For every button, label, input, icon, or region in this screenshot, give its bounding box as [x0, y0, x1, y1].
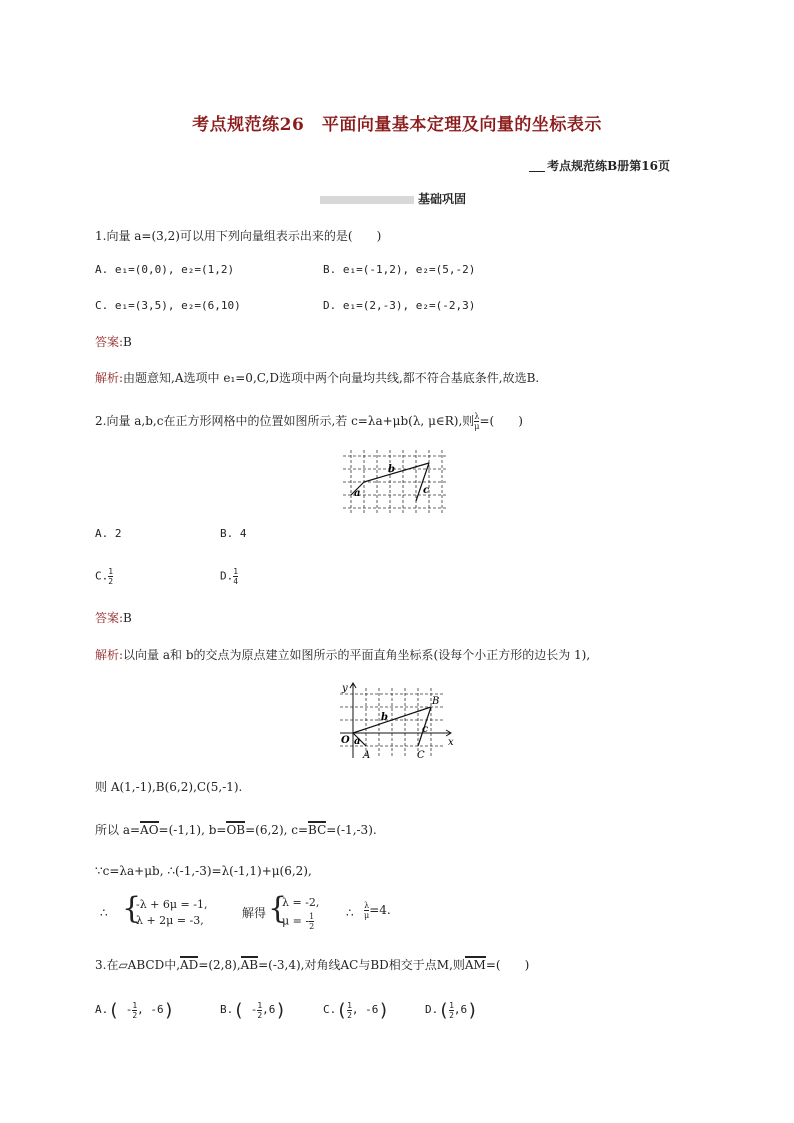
fig1-label-a: a [354, 488, 361, 499]
q1-analysis: 解析:由题意知,A选项中 e₁=0,C,D选项中两个向量均共线,都不符合基底条件,故选B. [95, 371, 540, 385]
q2-vectors-line: 所以 a=AO=(-1,1), b=OB=(6,2), c=BC=(-1,-3). [95, 823, 377, 837]
q1-answer: 答案:B [95, 335, 132, 349]
q2-coordinate-figure [334, 680, 460, 762]
q2-points-line: 则 A(1,-1),B(6,2),C(5,-1). [95, 780, 243, 794]
fig1-label-c: c [423, 485, 430, 496]
q1-option-a: A. e₁=(0,0), e₂=(1,2) [95, 263, 235, 276]
q2-answer: 答案:B [95, 611, 132, 625]
q2-equation-line: ∵c=λa+μb, ∴(-1,-3)=λ(-1,1)+μ(6,2), [95, 864, 312, 878]
q2-option-b: B. 4 [220, 527, 247, 540]
q2-option-a: A. 2 [95, 527, 122, 540]
fig2-label-B: B [432, 696, 440, 707]
page-title: 考点规范练26 平面向量基本定理及向量的坐标表示 [192, 115, 602, 135]
fig1-label-b: b [388, 464, 395, 475]
q3-option-d: D.( $\frac{1}{2}$ ,6) [425, 1000, 479, 1021]
q2-grid-figure [340, 448, 450, 514]
q1-option-c: C. e₁=(3,5), e₂=(6,10) [95, 299, 241, 312]
fig2-label-y: y [342, 683, 348, 694]
section-heading: 基础巩固 [320, 190, 466, 207]
q2-option-d: D. $\frac{1}{4}$ [220, 567, 239, 586]
q3-option-a: A.( - $\frac{1}{2}$ , -6) [95, 1000, 175, 1021]
q1-option-d: D. e₁=(2,-3), e₂=(-2,3) [323, 299, 476, 312]
question-3-stem: 3.在▱ABCD中,AD=(2,8),AB=(-3,4),对角线AC与BD相交于点M,则AM=( ) [95, 958, 530, 972]
fig2-label-C: C [417, 750, 425, 761]
q1-option-b: B. e₁=(-1,2), e₂=(5,-2) [323, 263, 476, 276]
q3-option-b: B.( - $\frac{1}{2}$ ,6) [220, 1000, 287, 1021]
q2-option-c: C. $\frac{1}{2}$ [95, 567, 114, 586]
fig2-label-x: x [448, 737, 454, 748]
fig2-label-a: a [354, 736, 361, 747]
question-2-stem: 2.向量 a,b,c在正方形网格中的位置如图所示,若 c=λa+μb(λ, μ∈R),则 $\frac{\lambda}{\mu}$ =( ) [95, 412, 523, 431]
q2-analysis: 解析:以向量 a和 b的交点为原点建立如图所示的平面直角坐标系(设每个小正方形的边长为 1), [95, 648, 591, 662]
fig2-label-b: b [381, 712, 388, 723]
question-1-stem: 1.向量 a=(3,2)可以用下列向量组表示出来的是( ) [95, 229, 382, 243]
fig2-label-o: O [341, 735, 350, 746]
fig2-label-c: c [422, 724, 429, 735]
fig2-label-A: A [363, 750, 371, 761]
q3-option-c: C.( $\frac{1}{2}$ , -6) [323, 1000, 390, 1021]
book-reference: 考点规范练B册第16页 [529, 157, 670, 174]
